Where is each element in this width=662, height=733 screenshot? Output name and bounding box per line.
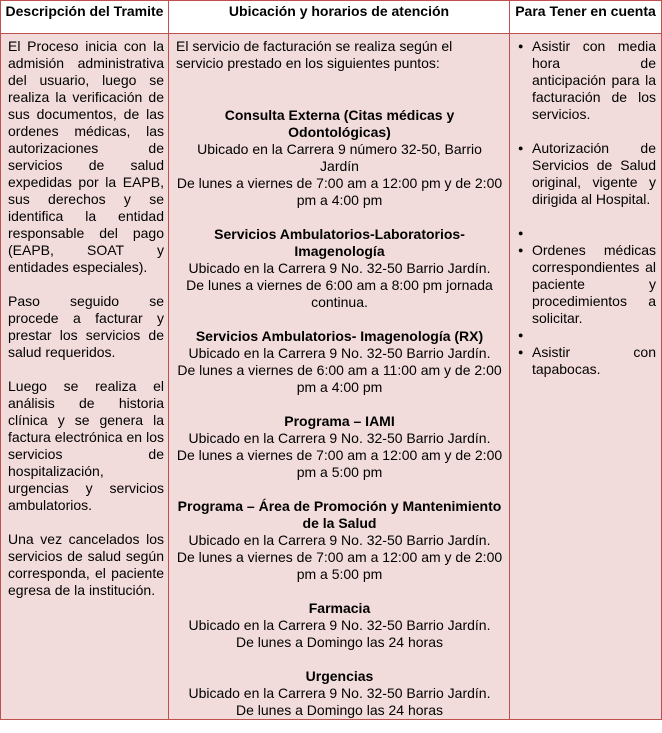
location-title: Programa – IAMI [284, 413, 395, 429]
location-hours: De lunes a Domingo las 24 horas [235, 702, 443, 718]
location-address: Ubicado en la Carrera 9 No. 32-50 Barrio Jardín. [188, 260, 491, 276]
requirement-text: Asistir con tapabocas. [532, 344, 656, 377]
location-title: Urgencias [305, 668, 374, 684]
bullet-icon: ● [518, 41, 524, 51]
header-row [1, 1, 662, 34]
location-title: Servicios Ambulatorios- Imagenología (RX) [195, 328, 484, 344]
location-hours: De lunes a Domingo las 24 horas [235, 634, 443, 650]
requirement-text: Asistir con media hora de anticipación para la facturación de los servicios. [532, 38, 656, 122]
location-address: Ubicado en la Carrera 9 No. 32-50 Barrio Jardín. [188, 617, 491, 633]
location-address: Ubicado en la Carrera 9 No. 32-50 Barrio Jardín. [188, 345, 491, 361]
list-item [515, 140, 656, 208]
location-hours: De lunes a viernes de 6:00 am a 11:00 am y de 2:00 pm a 4:00 pm [177, 362, 502, 395]
location-hours: De lunes a viernes de 7:00 am a 12:00 pm y de 2:00 pm a 4:00 pm [176, 175, 503, 208]
location-entry [176, 226, 503, 311]
location-entry [176, 668, 503, 719]
bullet-icon: ● [518, 143, 524, 153]
description-cell [1, 34, 169, 720]
bullet-icon: ● [518, 347, 524, 357]
location-entry [176, 328, 503, 396]
list-item [515, 344, 656, 378]
bullet-icon: ● [518, 228, 524, 238]
requirement-text: Ordenes médicas correspondientes al paciente y procedimientos a solicitar. [532, 242, 656, 326]
description-paragraph: Paso seguido se procede a facturar y prestar los servicios de salud requeridos. [8, 293, 164, 360]
list-item [515, 327, 656, 344]
location-address: Ubicado en la Carrera 9 número 32-50, Barrio Jardín [197, 141, 482, 174]
list-item [515, 242, 656, 327]
location-hours: De lunes a viernes de 7:00 am a 12:00 am y de 2:00 pm a 5:00 pm [176, 549, 503, 582]
location-entry [176, 107, 503, 209]
description-paragraph: Luego se realiza el análisis de historia clínica y se genera la factura electrónica en los servicios de hospitalización, urgencias y servicios ambulatorios. [8, 378, 164, 513]
location-title: Farmacia [308, 600, 371, 616]
bullet-icon: ● [518, 245, 524, 255]
bullet-icon: ● [518, 330, 524, 340]
location-hours: De lunes a viernes de 7:00 am a 12:00 am y de 2:00 pm a 5:00 pm [176, 447, 503, 480]
header-description: Descripción del Tramite [1, 1, 169, 34]
header-location-hours: Ubicación y horarios de atención [169, 1, 510, 34]
locations-intro: El servicio de facturación se realiza según el servicio prestado en los siguientes puntos: [176, 38, 453, 71]
location-title: Programa – Área de Promoción y Mantenimiento de la Salud [177, 498, 502, 531]
location-address: Ubicado en la Carrera 9 No. 32-50 Barrio Jardín. [188, 685, 491, 701]
list-item [515, 38, 656, 123]
notes-cell [510, 34, 662, 720]
requirement-text: Autorización de Servicios de Salud original, vigente y dirigida al Hospital. [532, 140, 656, 207]
location-title: Servicios Ambulatorios-Laboratorios-Imagenología [214, 226, 465, 259]
content-row [1, 34, 662, 720]
location-title: Consulta Externa (Citas médicas y Odontológicas) [224, 107, 455, 140]
description-paragraph: El Proceso inicia con la admisión administrativa del usuario, luego se realiza la verificación de sus documentos, de las ordenes médicas, las autorizaciones de servicios de salud expedidas por la EAPB, sus derechos y se identifica la entidad responsable del pago (EAPB, SOAT y entidades especiales). [8, 38, 164, 275]
requirement-text [532, 225, 536, 241]
location-hours: De lunes a viernes de 6:00 am a 8:00 pm jornada continua. [186, 277, 493, 310]
requirements-list [515, 38, 656, 378]
description-paragraph: Una vez cancelados los servicios de salud según corresponda, el paciente egresa de la institución. [8, 531, 164, 598]
requirement-text [532, 327, 536, 343]
location-entry [176, 600, 503, 651]
location-entry [176, 498, 503, 583]
location-address: Ubicado en la Carrera 9 No. 32-50 Barrio Jardín. [188, 532, 491, 548]
header-notes: Para Tener en cuenta [510, 1, 662, 34]
location-entry [176, 413, 503, 481]
locations-cell [169, 34, 510, 720]
location-address: Ubicado en la Carrera 9 No. 32-50 Barrio Jardín. [188, 430, 491, 446]
list-item [515, 225, 656, 242]
